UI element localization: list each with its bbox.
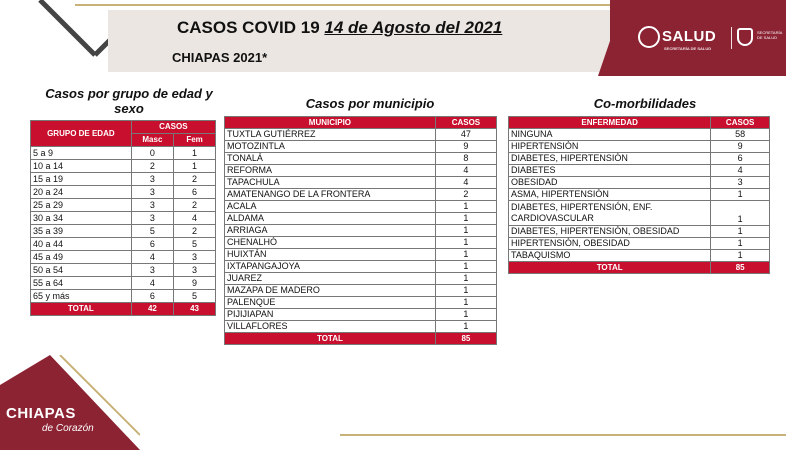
- age-section-title: Casos por grupo de edad y sexo: [45, 86, 213, 116]
- chiapas-brand-tagline: de Corazón: [42, 423, 94, 434]
- chiapas-corner-badge: [0, 355, 140, 450]
- municipio-table: [224, 116, 497, 345]
- table-row: DIABETES, HIPERTENSIÓN 6: [509, 153, 770, 165]
- table-row: TUXTLA GUTIÉRREZ 47: [225, 129, 497, 141]
- table-row: ACALA 1: [225, 201, 497, 213]
- eagle-emblem-icon: [638, 26, 660, 48]
- total-row: TOTAL 85: [509, 262, 770, 274]
- table-row: AMATENANGO DE LA FRONTERA 2: [225, 189, 497, 201]
- col-header-cases: CASOS: [131, 121, 215, 134]
- col-header-casos: CASOS: [435, 117, 496, 129]
- table-row: TABAQUISMO 1: [509, 250, 770, 262]
- table-row: 65 y más 6 5: [31, 290, 216, 303]
- table-row: PALENQUE 1: [225, 297, 497, 309]
- table-row: CHENALHÓ 1: [225, 237, 497, 249]
- table-row: 50 a 54 3 3: [31, 264, 216, 277]
- municipio-section-title: Casos por municipio: [305, 96, 435, 111]
- comorbilidades-table: [508, 116, 770, 274]
- table-row: DIABETES, HIPERTENSIÓN, OBESIDAD 1: [509, 226, 770, 238]
- col-header-masc: Masc: [131, 134, 173, 147]
- col-header-group: GRUPO DE EDAD: [31, 121, 132, 147]
- total-row: TOTAL 42 43: [31, 303, 216, 316]
- table-row: DIABETES 4: [509, 165, 770, 177]
- salud-logo-subtext: SECRETARÍA DE SALUD: [664, 46, 712, 51]
- table-row: ASMA, HIPERTENSIÓN 1: [509, 189, 770, 201]
- col-header-fem: Fem: [174, 134, 216, 147]
- salud-logo-text: SALUD: [662, 28, 717, 45]
- total-row: TOTAL 85: [225, 333, 497, 345]
- page-title: CASOS COVID 19 14 de Agosto del 2021: [177, 18, 503, 37]
- col-header-enfermedad: ENFERMEDAD: [509, 117, 711, 129]
- table-row: 45 a 49 4 3: [31, 251, 216, 264]
- table-row: TAPACHULA 4: [225, 177, 497, 189]
- table-row: 20 a 24 3 6: [31, 186, 216, 199]
- table-row: MOTOZINTLA 9: [225, 141, 497, 153]
- bottom-gold-divider: [340, 434, 786, 436]
- table-row: HUIXTÁN 1: [225, 249, 497, 261]
- table-row: HIPERTENSIÓN, OBESIDAD 1: [509, 238, 770, 250]
- table-row: MAZAPA DE MADERO 1: [225, 285, 497, 297]
- table-row: ALDAMA 1: [225, 213, 497, 225]
- table-row: HIPERTENSIÓN 9: [509, 141, 770, 153]
- comorbilidades-section-title: Co-morbilidades: [593, 96, 697, 111]
- table-row: 25 a 29 3 2: [31, 199, 216, 212]
- table-row: ARRIAGA 1: [225, 225, 497, 237]
- table-row: DIABETES, HIPERTENSIÓN, ENF. CARDIOVASCULAR 1: [509, 201, 770, 226]
- col-header-casos: CASOS: [711, 117, 770, 129]
- title-date: 14 de Agosto del 2021: [324, 18, 503, 37]
- table-row: PIJIJIAPAN 1: [225, 309, 497, 321]
- logo-divider: [731, 27, 732, 49]
- state-shield-icon: [737, 28, 753, 46]
- table-row: 5 a 9 0 1: [31, 147, 216, 160]
- table-row: NINGUNA 58: [509, 129, 770, 141]
- corner-decoration-top-left: [0, 0, 110, 90]
- table-row: 35 a 39 5 2: [31, 225, 216, 238]
- table-row: 40 a 44 6 5: [31, 238, 216, 251]
- age-group-table: [30, 120, 216, 316]
- table-row: VILLAFLORES 1: [225, 321, 497, 333]
- chiapas-brand-text: CHIAPAS: [6, 405, 76, 422]
- page-subtitle: CHIAPAS 2021*: [172, 50, 268, 65]
- table-row: 30 a 34 3 4: [31, 212, 216, 225]
- table-row: 55 a 64 4 9: [31, 277, 216, 290]
- table-row: 15 a 19 3 2: [31, 173, 216, 186]
- table-row: OBESIDAD 3: [509, 177, 770, 189]
- table-row: TONALÁ 8: [225, 153, 497, 165]
- secretaria-logo-text: SECRETARÍA DE SALUD: [757, 30, 783, 40]
- table-row: REFORMA 4: [225, 165, 497, 177]
- table-row: JUAREZ 1: [225, 273, 497, 285]
- table-row: IXTAPANGAJOYA 1: [225, 261, 497, 273]
- col-header-municipio: MUNICIPIO: [225, 117, 436, 129]
- table-row: 10 a 14 2 1: [31, 160, 216, 173]
